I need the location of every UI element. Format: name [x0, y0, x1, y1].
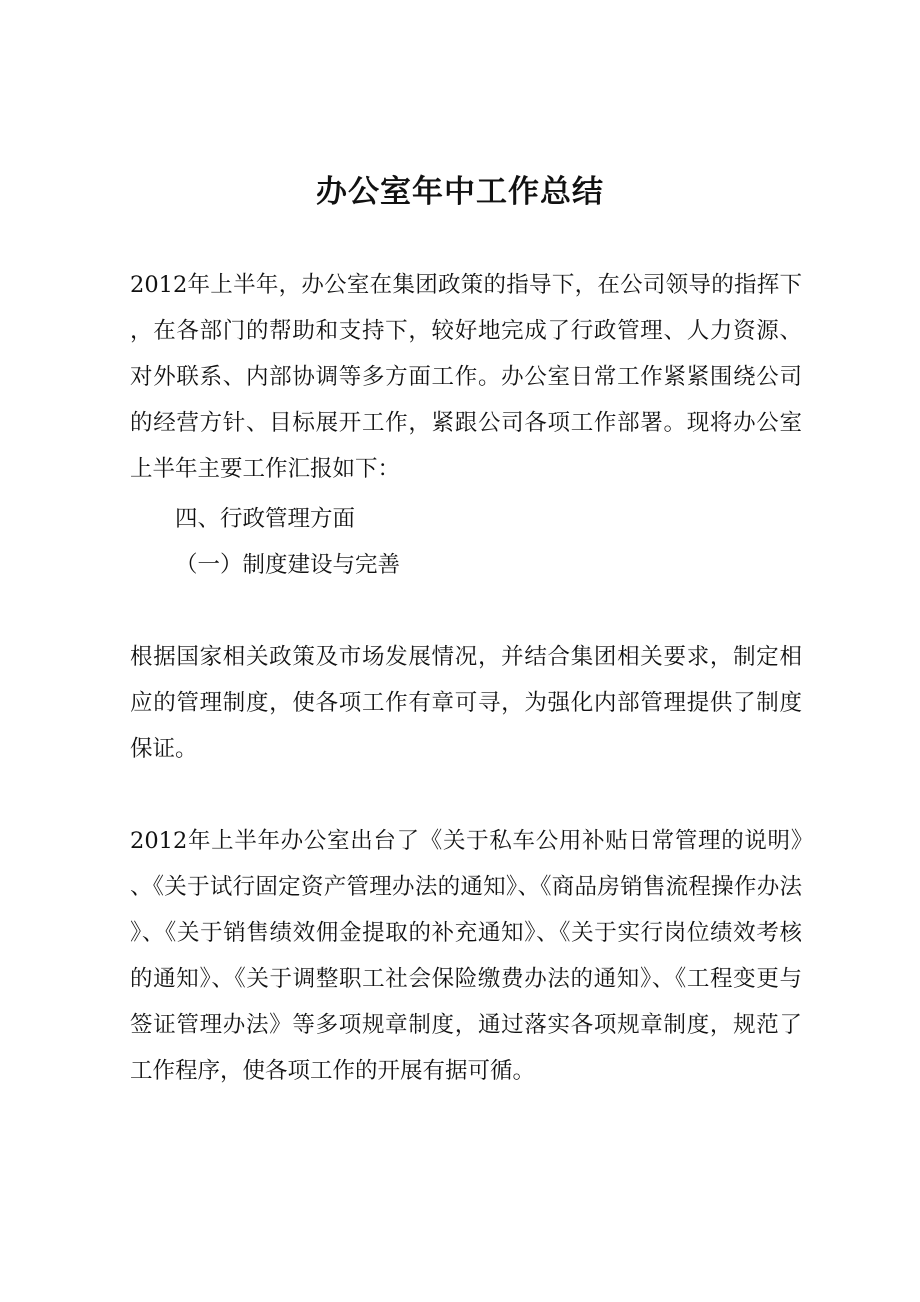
body-paragraph-2: 根据国家相关政策及市场发展情况，并结合集团相关要求，制定相应的管理制度，使各项工作有章可寻，为强化内部管理提供了制度保证。 — [130, 644, 802, 762]
body-paragraph-3: 2012年上半年办公室出台了《关于私车公用补贴日常管理的说明》、《关于试行固定资产管理办法的通知》、《商品房销售流程操作办法》、《关于销售绩效佣金提取的补充通知》、《关于实行岗位绩效考核的通知》、《关于调整职工社会保险缴费办法的通知》、《工程变更与签证管理办法》等多项规章制度，通过落实各项规章制度，规范了工作程序，使各项工作的开展有据可循。 — [130, 828, 802, 1084]
intro-paragraph: 2012年上半年，办公室在集团政策的指导下，在公司领导的指挥下，在各部门的帮助和支持下，较好地完成了行政管理、人力资源、对外联系、内部协调等多方面工作。办公室日常工作紧紧围绕公司的经营方针、目标展开工作，紧跟公司各项工作部署。现将办公室上半年主要工作汇报如下： — [130, 272, 802, 482]
document-title: 办公室年中工作总结 — [316, 174, 604, 210]
section-heading: 四、行政管理方面 — [175, 506, 356, 532]
subsection-heading: （一）制度建设与完善 — [175, 552, 401, 578]
